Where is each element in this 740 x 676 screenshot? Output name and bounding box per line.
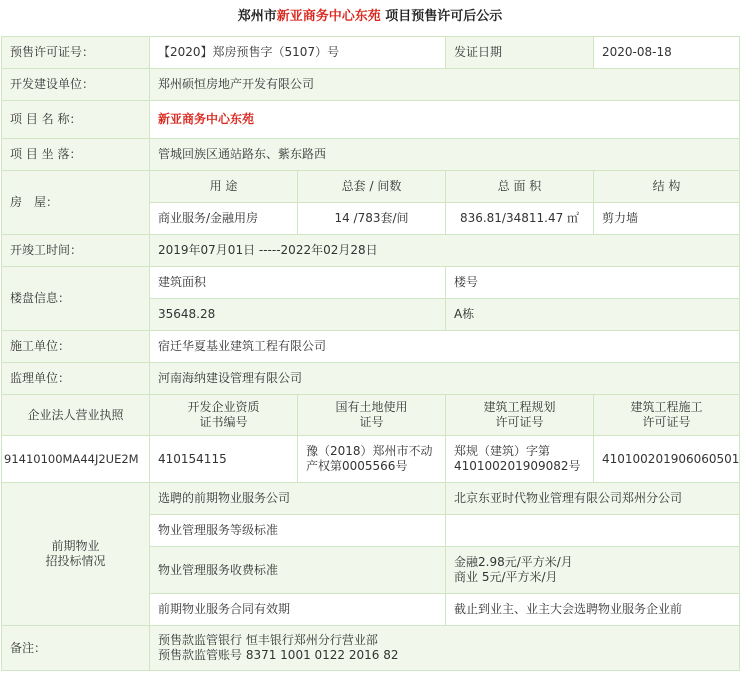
- title-project-name: 新亚商务中心东苑: [276, 9, 381, 24]
- housing-usage-value: 商业服务/金融用房: [150, 203, 298, 235]
- property-item-label: 选聘的前期物业服务公司: [150, 483, 446, 515]
- housing-area-value: 836.81/34811.47 ㎡: [446, 203, 594, 235]
- table-row: [2, 436, 740, 483]
- license-header-planning: 建筑工程规划 许可证号: [446, 395, 594, 436]
- housing-header-structure: 结 构: [594, 171, 740, 203]
- building-no-value: A栋: [446, 299, 740, 331]
- table-row: [2, 235, 740, 267]
- table-row: [2, 395, 740, 436]
- remarks-value: 预售款监管银行 恒丰银行郑州分行营业部 预售款监管账号 8371 1001 0122 2016 82: [150, 626, 740, 671]
- license-label: 企业法人营业执照: [2, 395, 150, 436]
- property-item-value: 截止到业主、业主大会选聘物业服务企业前: [446, 594, 740, 626]
- table-row: [2, 483, 740, 515]
- project-name-label: 项 目 名 称：: [2, 101, 150, 139]
- license-number: 91410100MA44J2UE2M: [2, 436, 150, 483]
- property-item-value: 金融2.98元/平方米/月 商业 5元/平方米/月: [446, 547, 740, 594]
- building-no-label: 楼号: [446, 267, 740, 299]
- permit-label: 预售许可证号：: [2, 37, 150, 69]
- location-value: 管城回族区通站路东、紫东路西: [150, 139, 740, 171]
- supervisor-label: 监理单位：: [2, 363, 150, 395]
- table-row: [2, 37, 740, 69]
- title-suffix: 项目预售许可后公示: [380, 9, 503, 24]
- table-row: [2, 626, 740, 671]
- housing-structure-value: 剪力墙: [594, 203, 740, 235]
- license-header-land: 国有土地使用 证号: [298, 395, 446, 436]
- building-info-label: 楼盘信息：: [2, 267, 150, 331]
- property-item-label: 物业管理服务等级标准: [150, 515, 446, 547]
- location-label: 项 目 坐 落：: [2, 139, 150, 171]
- building-area-value: 35648.28: [150, 299, 446, 331]
- contractor-label: 施工单位：: [2, 331, 150, 363]
- table-row: [2, 363, 740, 395]
- table-row: [2, 139, 740, 171]
- table-row: [2, 69, 740, 101]
- building-area-label: 建筑面积: [150, 267, 446, 299]
- property-item-value: 北京东亚时代物业管理有限公司郑州分公司: [446, 483, 740, 515]
- table-row: [2, 331, 740, 363]
- table-row: [2, 171, 740, 203]
- housing-label: 房 屋：: [2, 171, 150, 235]
- license-land-value: 豫（2018）郑州市不动 产权第0005566号: [298, 436, 446, 483]
- title-prefix: 郑州市: [237, 9, 277, 24]
- construction-time-label: 开竣工时间：: [2, 235, 150, 267]
- property-item-value: [446, 515, 740, 547]
- issue-date-value: 2020-08-18: [594, 37, 740, 69]
- housing-units-value: 14 /783套/间: [298, 203, 446, 235]
- license-header-construction: 建筑工程施工 许可证号: [594, 395, 740, 436]
- presale-info-table: [1, 36, 740, 671]
- housing-header-units: 总套 / 间数: [298, 171, 446, 203]
- project-name-value: 新亚商务中心东苑: [150, 101, 740, 139]
- issue-date-label: 发证日期: [446, 37, 594, 69]
- housing-header-area: 总 面 积: [446, 171, 594, 203]
- supervisor-value: 河南海纳建设管理有限公司: [150, 363, 740, 395]
- developer-label: 开发建设单位：: [2, 69, 150, 101]
- property-item-label: 物业管理服务收费标准: [150, 547, 446, 594]
- license-construction-value: 410100201906060501: [594, 436, 740, 483]
- contractor-value: 宿迁华夏基业建筑工程有限公司: [150, 331, 740, 363]
- property-item-label: 前期物业服务合同有效期: [150, 594, 446, 626]
- license-header-qualification: 开发企业资质 证书编号: [150, 395, 298, 436]
- permit-value: 【2020】郑房预售字（5107）号: [150, 37, 446, 69]
- page-title: [0, 0, 740, 36]
- table-row: [2, 101, 740, 139]
- license-qualification-value: 410154115: [150, 436, 298, 483]
- housing-header-usage: 用 途: [150, 171, 298, 203]
- table-row: [2, 267, 740, 299]
- license-planning-value: 郑规（建筑）字第 410100201909082号: [446, 436, 594, 483]
- property-label: 前期物业 招投标情况: [2, 483, 150, 626]
- remarks-label: 备注：: [2, 626, 150, 671]
- construction-time-value: 2019年07月01日 -----2022年02月28日: [150, 235, 740, 267]
- developer-value: 郑州硕恒房地产开发有限公司: [150, 69, 740, 101]
